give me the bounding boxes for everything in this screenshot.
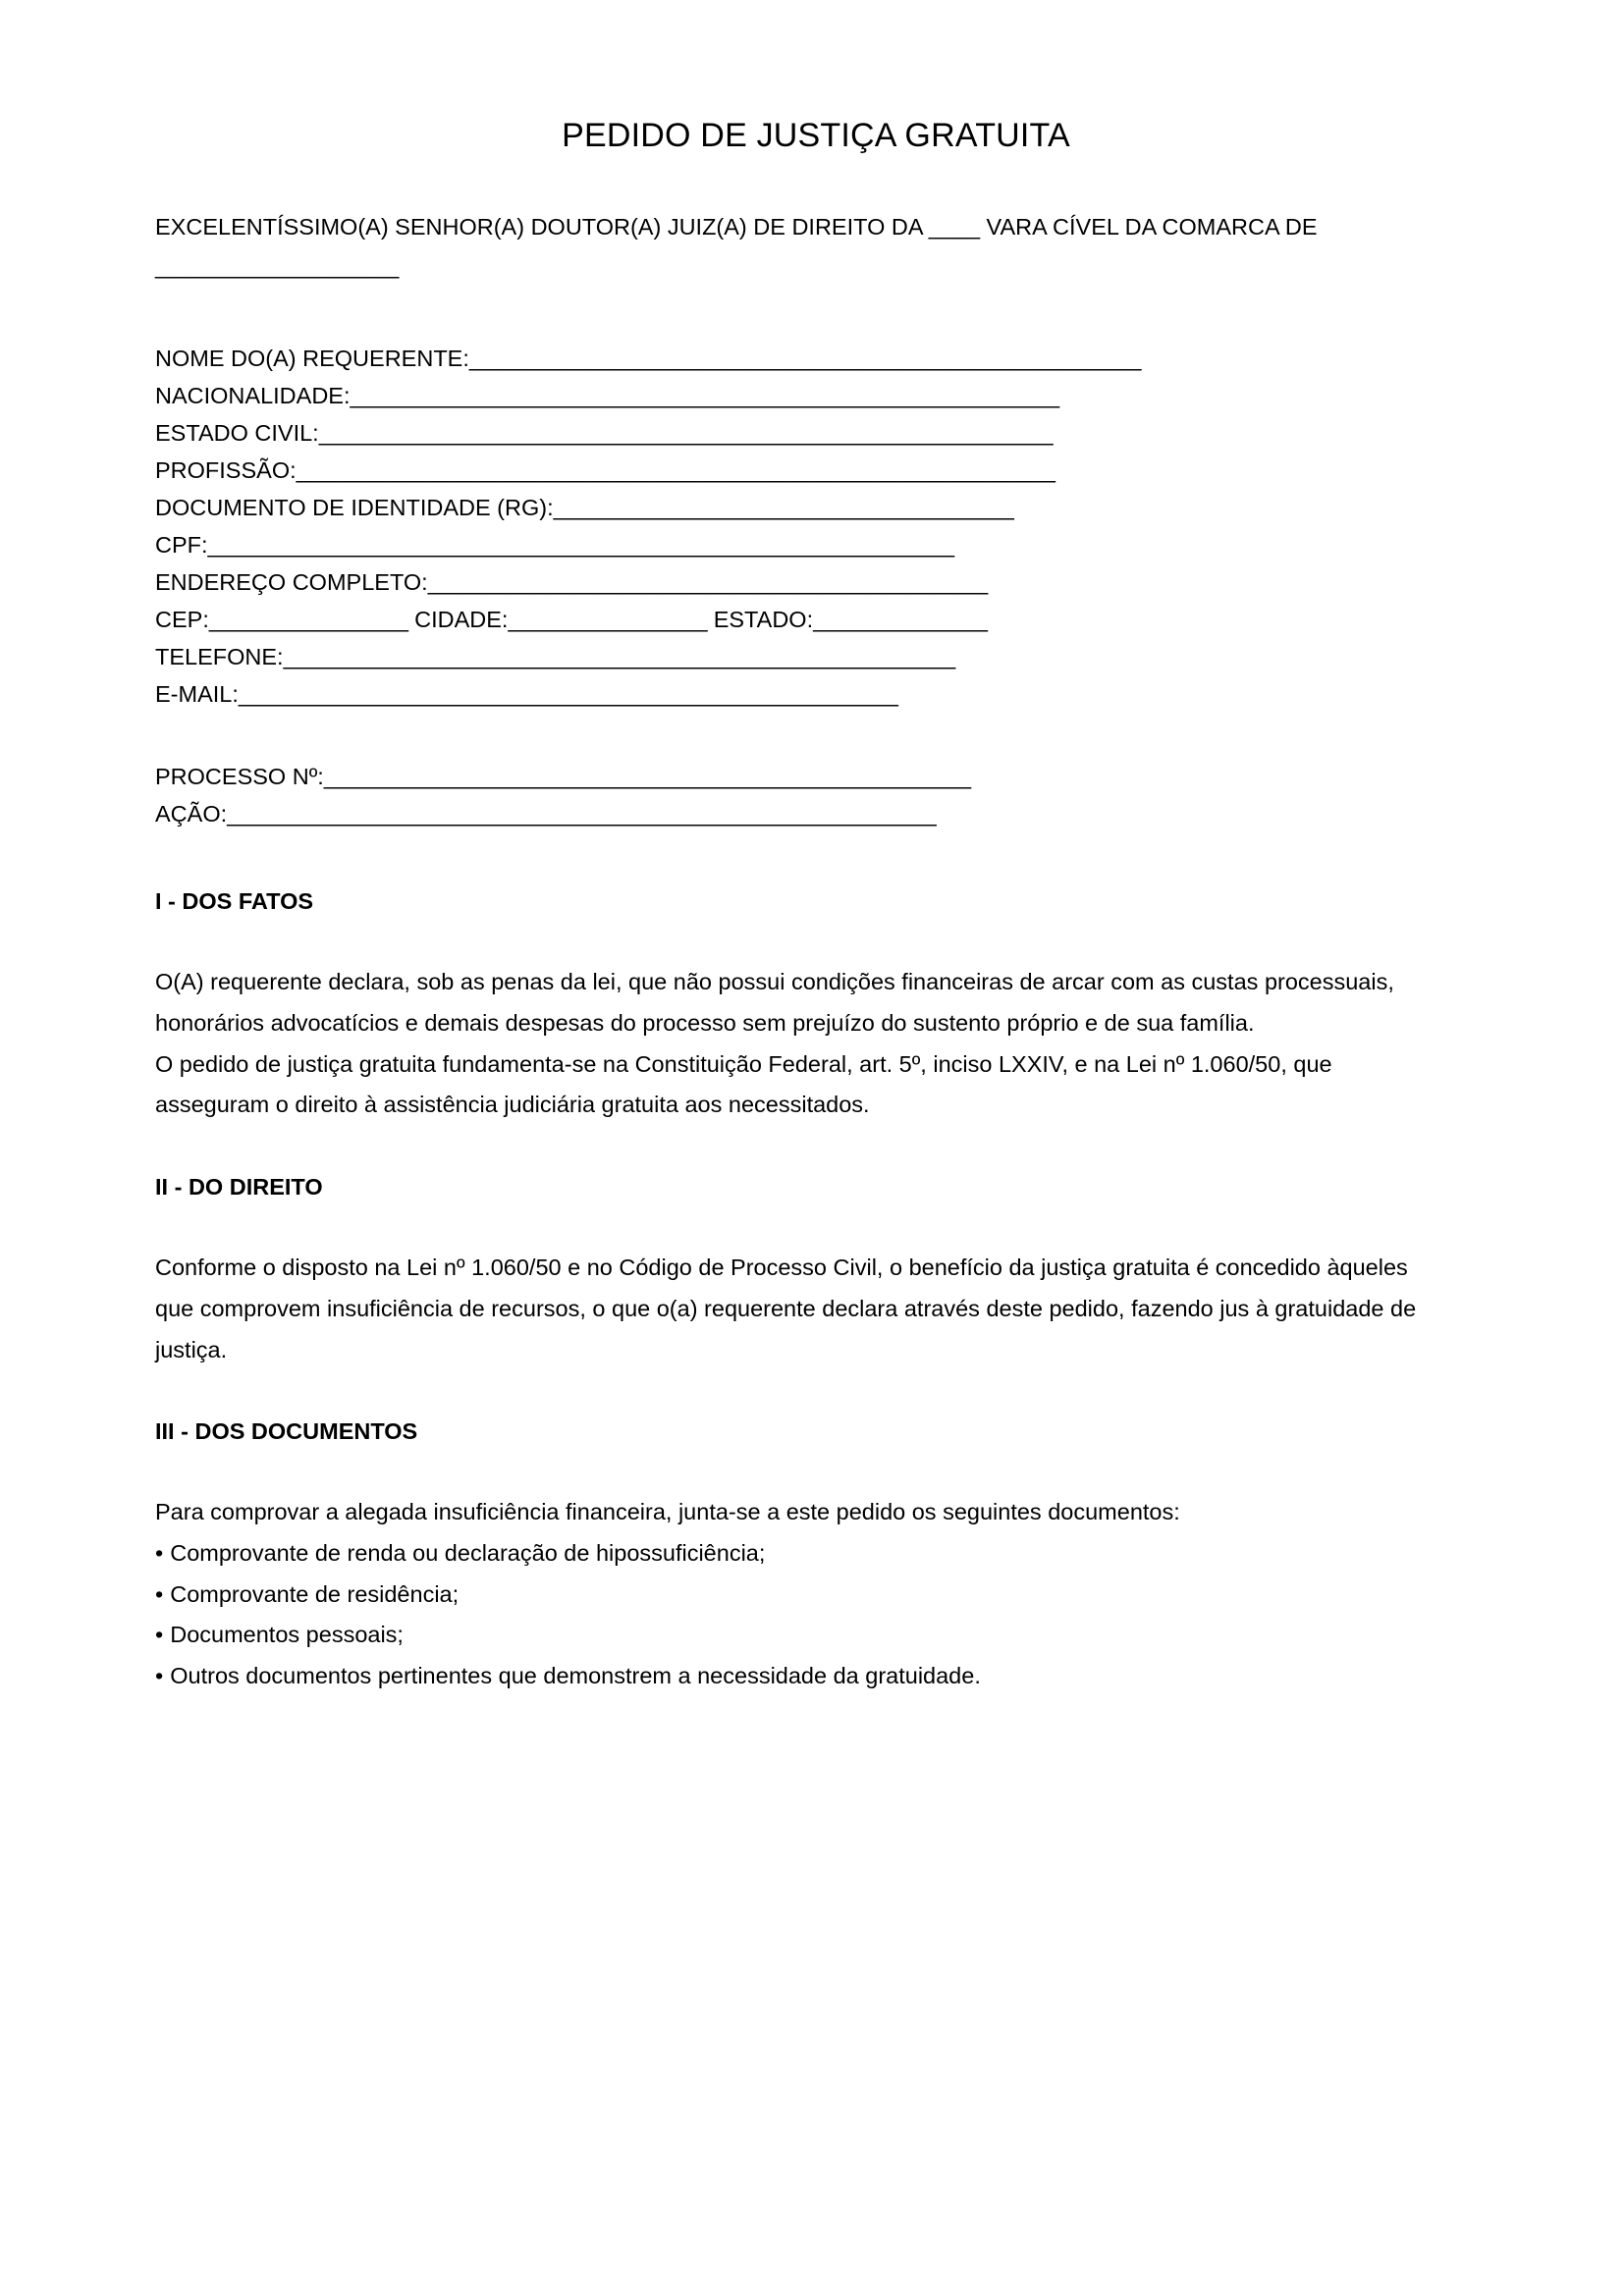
field-input-acao[interactable]: _________________________________________________________ xyxy=(227,801,937,828)
field-input-endereco[interactable]: _____________________________________________ xyxy=(427,568,988,595)
list-item: • Comprovante de renda ou declaração de hipossuficiência; xyxy=(155,1533,1477,1575)
field-row-cpf xyxy=(155,526,1477,563)
field-label-cpf: CPF: xyxy=(155,531,208,558)
field-row-telefone xyxy=(155,638,1477,675)
field-row-processo xyxy=(155,758,1477,795)
field-label-profissao: PROFISSÃO: xyxy=(155,456,297,483)
field-row-endereco xyxy=(155,563,1477,601)
field-label-cidade: CIDADE: xyxy=(414,607,509,633)
field-row-profissao xyxy=(155,452,1477,489)
list-item: • Comprovante de residência; xyxy=(155,1575,1477,1616)
field-input-estado[interactable]: ______________ xyxy=(813,607,988,633)
field-input-processo[interactable]: ____________________________________________________ xyxy=(323,764,971,790)
court-address-line: EXCELENTÍSSIMO(A) SENHOR(A) DOUTOR(A) JUIZ(A) DE DIREITO DA ____ VARA CÍVEL DA COMARCA DE ___________________ xyxy=(155,213,1318,280)
field-label-processo: PROCESSO Nº: xyxy=(155,764,324,790)
field-label-rg: DOCUMENTO DE IDENTIDADE (RG): xyxy=(155,494,554,520)
field-input-cep[interactable]: ________________ xyxy=(208,607,408,633)
field-input-cpf[interactable]: ____________________________________________________________ xyxy=(207,531,954,558)
field-row-email xyxy=(155,675,1477,713)
section-heading-dos-fatos: I - DOS FATOS xyxy=(155,888,314,915)
section-paragraph-fatos-1: O(A) requerente declara, sob as penas da lei, que não possui condições financeiras de arcar com as custas processuais, honorários advocatícios e demais despesas do processo sem prejuízo do sustento próprio e de sua família. xyxy=(155,968,1394,1036)
documents-list xyxy=(155,1533,1477,1697)
field-row-nome xyxy=(155,340,1477,377)
requerente-fields-block xyxy=(155,340,1477,714)
field-label-email: E-MAIL: xyxy=(155,681,239,708)
section-heading-do-direito: II - DO DIREITO xyxy=(155,1174,323,1201)
field-row-rg xyxy=(155,489,1477,526)
field-input-nacionalidade[interactable]: _________________________________________________________ xyxy=(350,382,1059,408)
field-label-estado-civil: ESTADO CIVIL: xyxy=(155,419,319,446)
field-input-profissao[interactable]: _____________________________________________________________ xyxy=(296,456,1056,483)
field-label-endereco: ENDEREÇO COMPLETO: xyxy=(155,568,428,595)
field-input-rg[interactable]: _____________________________________ xyxy=(553,494,1014,520)
field-row-nacionalidade xyxy=(155,377,1477,414)
field-row-estado-civil xyxy=(155,414,1477,452)
field-input-estado-civil[interactable]: ___________________________________________________________ xyxy=(318,419,1054,446)
field-label-estado: ESTADO: xyxy=(713,607,814,633)
field-input-cidade[interactable]: ________________ xyxy=(508,607,708,633)
section-paragraph-direito-1: Conforme o disposto na Lei nº 1.060/50 e no Código de Processo Civil, o benefício da justiça gratuita é concedido àqueles que comprovem insuficiência de recursos, o que o(a) requerente declara através deste pedido, fazendo jus à gratuidade de justiça. xyxy=(155,1254,1417,1362)
page-title: PEDIDO DE JUSTIÇA GRATUITA xyxy=(562,117,1070,154)
field-label-nacionalidade: NACIONALIDADE: xyxy=(155,382,351,408)
section-paragraph-fatos-2: O pedido de justiça gratuita fundamenta-se na Constituição Federal, art. 5º, inciso LXXIV, e na Lei nº 1.060/50, que asseguram o direito à assistência judiciária gratuita aos necessitados. xyxy=(155,1050,1332,1118)
section-heading-dos-documentos: III - DOS DOCUMENTOS xyxy=(155,1418,418,1445)
field-input-email[interactable]: _____________________________________________________ xyxy=(238,681,898,708)
field-label-nome: NOME DO(A) REQUERENTE: xyxy=(155,345,469,371)
field-row-cep-cidade-estado xyxy=(155,601,1477,638)
field-input-nome[interactable]: ______________________________________________________ xyxy=(468,345,1142,371)
field-label-acao: AÇÃO: xyxy=(155,801,228,828)
case-fields-block xyxy=(155,758,1477,832)
field-label-telefone: TELEFONE: xyxy=(155,644,284,670)
field-label-cep: CEP: xyxy=(155,607,209,633)
field-row-acao xyxy=(155,795,1477,832)
field-input-telefone[interactable]: ______________________________________________________ xyxy=(283,644,955,670)
list-item: • Outros documentos pertinentes que demonstrem a necessidade da gratuidade. xyxy=(155,1656,1477,1697)
list-item: • Documentos pessoais; xyxy=(155,1615,1477,1656)
section-paragraph-documentos-1: Para comprovar a alegada insuficiência financeira, junta-se a este pedido os seguintes documentos: xyxy=(155,1498,1180,1524)
